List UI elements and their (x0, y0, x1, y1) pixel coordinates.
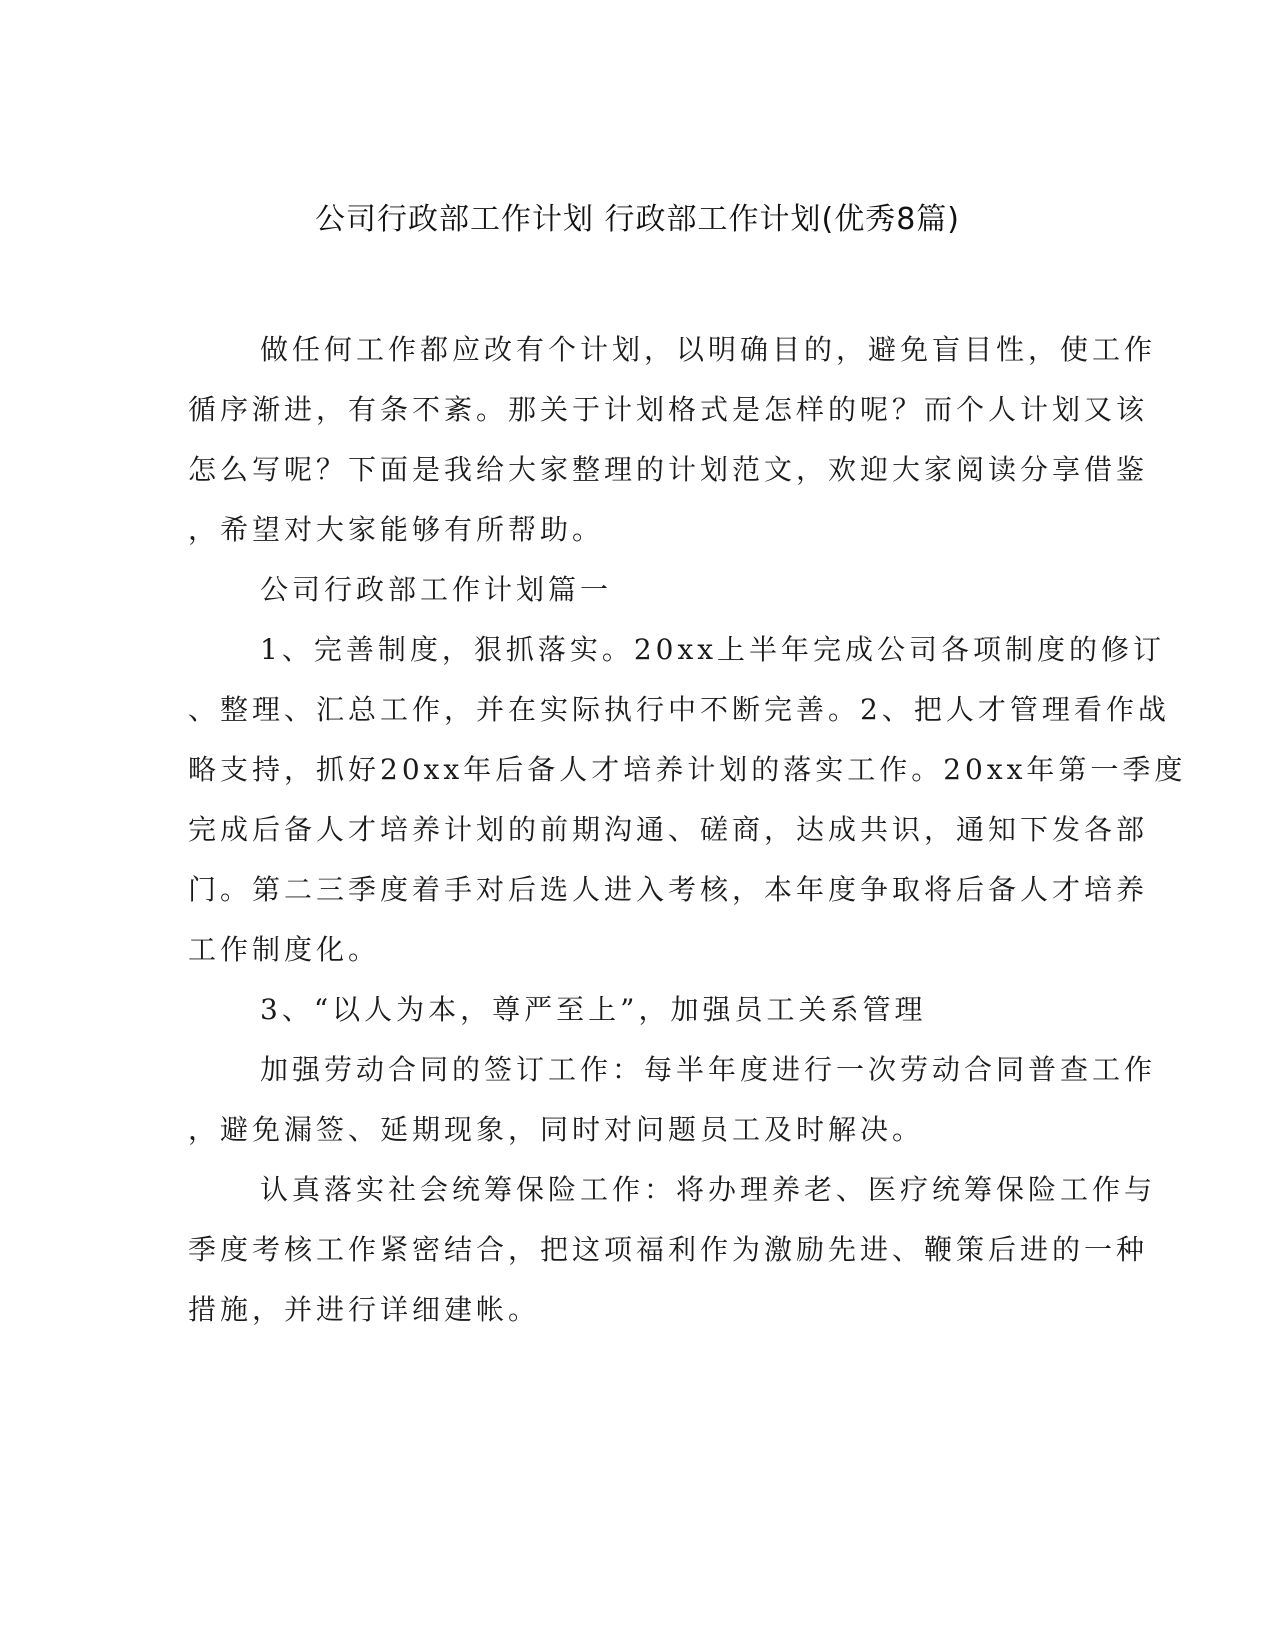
paragraph-line: 门。第二三季度着手对后选人进入考核，本年度争取将后备人才培养 (188, 873, 1149, 906)
paragraph-line: 措施，并进行详细建帐。 (188, 1293, 541, 1326)
paragraph-line: 工作制度化。 (188, 933, 381, 966)
paragraph-item-1-2 (188, 620, 1187, 980)
paragraph-contracts (188, 1040, 1157, 1160)
paragraph-line: 循序渐进，有条不紊。那关于计划格式是怎样的呢？而个人计划又该 (188, 393, 1149, 426)
document-body (188, 320, 1187, 1340)
paragraph-item-3 (188, 980, 1068, 1040)
paragraph-line: 完成后备人才培养计划的前期沟通、磋商，达成共识，通知下发各部 (188, 813, 1149, 846)
paragraph-insurance (188, 1160, 1157, 1340)
paragraph-line: 怎么写呢？下面是我给大家整理的计划范文，欢迎大家阅读分享借鉴 (188, 453, 1149, 486)
paragraph-line: ，避免漏签、延期现象，同时对问题员工及时解决。 (188, 1113, 925, 1146)
document-title: 公司行政部工作计划 行政部工作计划(优秀8篇) (314, 202, 961, 237)
paragraph-line: 、整理、汇总工作，并在实际执行中不断完善。2、把人才管理看作战 (188, 693, 1170, 726)
paragraph-line: 1、完善制度，狠抓落实。20xx上半年完成公司各项制度的修订 (260, 633, 1166, 666)
paragraph-line: ，希望对大家能够有所帮助。 (188, 513, 605, 546)
paragraph-line: 做任何工作都应改有个计划，以明确目的，避免盲目性，使工作 (260, 333, 1157, 366)
paragraph-line: 加强劳动合同的签订工作：每半年度进行一次劳动合同普查工作 (260, 1053, 1157, 1086)
paragraph-line: 3、“以人为本，尊严至上”，加强员工关系管理 (260, 993, 927, 1026)
paragraph-line: 认真落实社会统筹保险工作：将办理养老、医疗统筹保险工作与 (260, 1173, 1157, 1206)
paragraph-intro (188, 320, 1157, 560)
paragraph-line: 季度考核工作紧密结合，把这项福利作为激励先进、鞭策后进的一种 (188, 1233, 1149, 1266)
section-heading-text: 公司行政部工作计划篇一 (260, 573, 613, 606)
paragraph-line: 略支持，抓好20xx年后备人才培养计划的落实工作。20xx年第一季度 (188, 753, 1187, 786)
section-heading (188, 560, 1068, 620)
